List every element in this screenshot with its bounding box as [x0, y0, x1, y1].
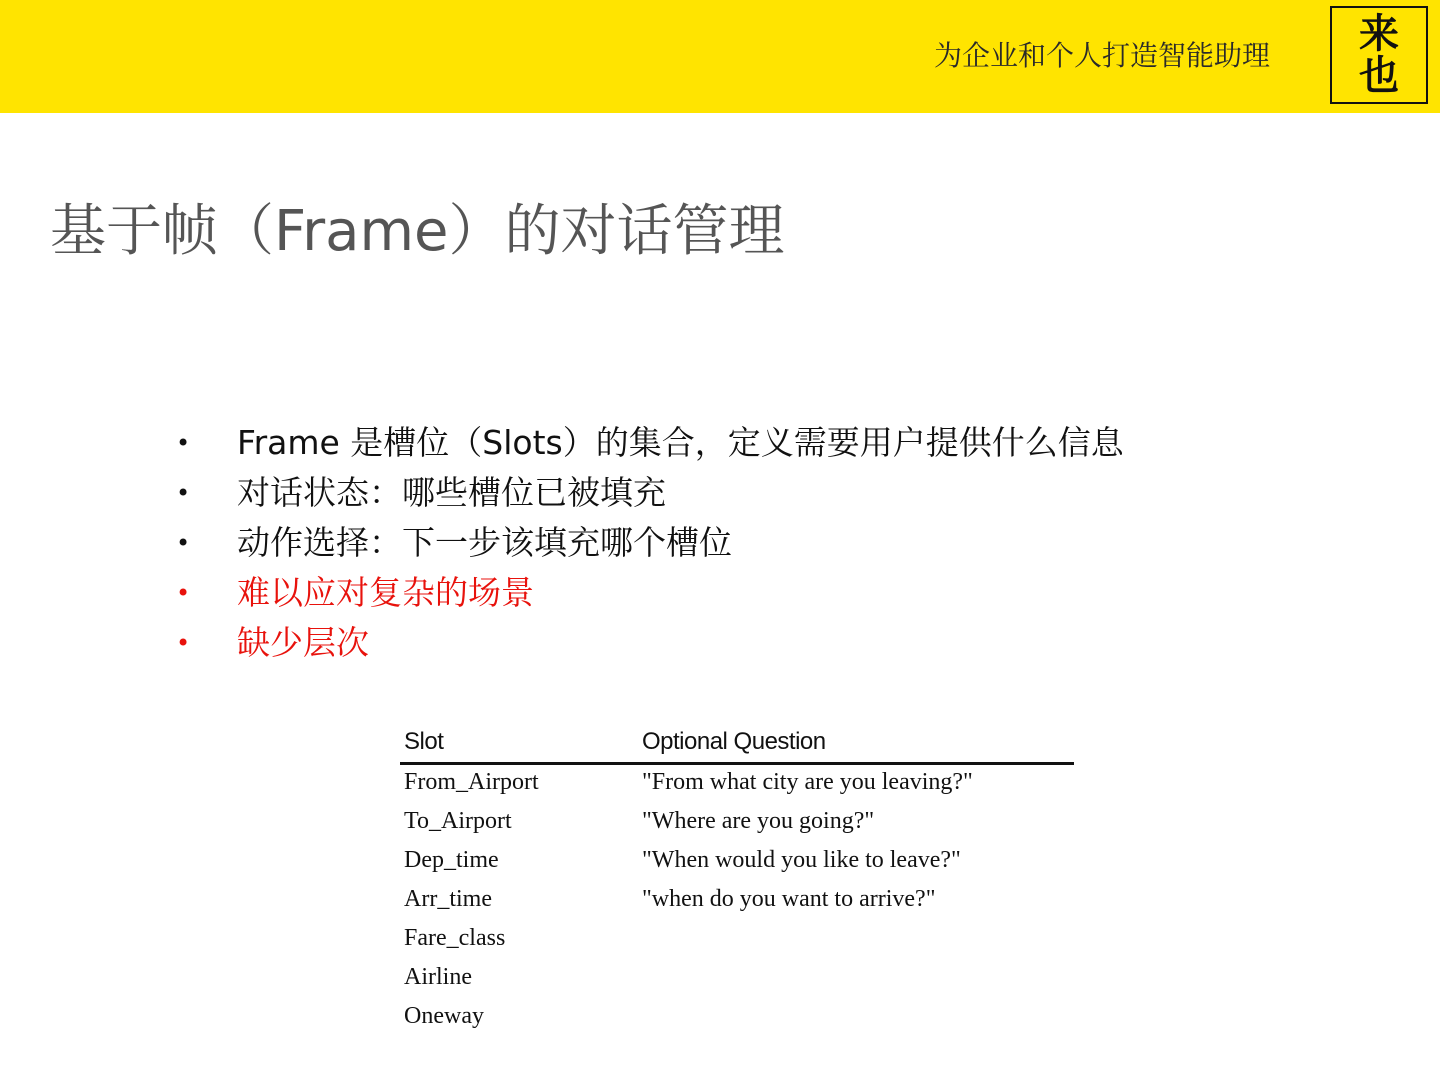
- cell-slot: Arr_time: [404, 886, 492, 912]
- cell-slot: Dep_time: [404, 847, 499, 873]
- cell-slot: Airline: [404, 964, 472, 990]
- table-row: [400, 960, 1074, 999]
- bullet-dot: •: [176, 529, 191, 557]
- brand-logo: [1330, 6, 1428, 104]
- table-row: [400, 921, 1074, 960]
- bullet-list: [176, 418, 1124, 668]
- bullet-text: 对话状态：哪些槽位已被填充: [237, 473, 666, 512]
- bullet-item: [176, 418, 1124, 468]
- header-bar: [0, 0, 1440, 113]
- cell-slot: To_Airport: [404, 808, 512, 834]
- bullet-dot: •: [176, 479, 191, 507]
- header-question: Optional Question: [642, 728, 826, 755]
- table-body: [400, 765, 1074, 1038]
- cell-slot: Fare_class: [404, 925, 506, 951]
- bullet-dot: •: [176, 629, 191, 657]
- bullet-text: 难以应对复杂的场景: [237, 573, 534, 612]
- logo-char-top: 来: [1359, 11, 1399, 57]
- cell-question: "From what city are you leaving?": [642, 769, 973, 795]
- table-header: [400, 724, 1074, 765]
- cell-question: "Where are you going?": [642, 808, 875, 834]
- table-row: [400, 882, 1074, 921]
- bullet-text: 缺少层次: [237, 623, 369, 662]
- bullet-dot: •: [176, 429, 191, 457]
- header-tagline: 为企业和个人打造智能助理: [933, 39, 1270, 72]
- bullet-item: [176, 518, 1124, 568]
- header-slot: Slot: [404, 728, 444, 755]
- bullet-item: [176, 468, 1124, 518]
- bullet-text: 动作选择：下一步该填充哪个槽位: [237, 523, 732, 562]
- cell-slot: From_Airport: [404, 769, 539, 795]
- logo-char-bottom: 也: [1359, 53, 1399, 99]
- bullet-dot: •: [176, 579, 191, 607]
- table-row: [400, 843, 1074, 882]
- slot-question-table: [400, 724, 1074, 1038]
- cell-slot: Oneway: [404, 1003, 484, 1029]
- table-row: [400, 765, 1074, 804]
- table-row: [400, 804, 1074, 843]
- cell-question: "When would you like to leave?": [642, 847, 961, 873]
- bullet-item-highlight: [176, 618, 1124, 668]
- cell-question: "when do you want to arrive?": [642, 886, 936, 912]
- slide-title: 基于帧（Frame）的对话管理: [50, 199, 785, 264]
- table-row: [400, 999, 1074, 1038]
- bullet-item-highlight: [176, 568, 1124, 618]
- bullet-text: Frame 是槽位（Slots）的集合，定义需要用户提供什么信息: [237, 423, 1124, 462]
